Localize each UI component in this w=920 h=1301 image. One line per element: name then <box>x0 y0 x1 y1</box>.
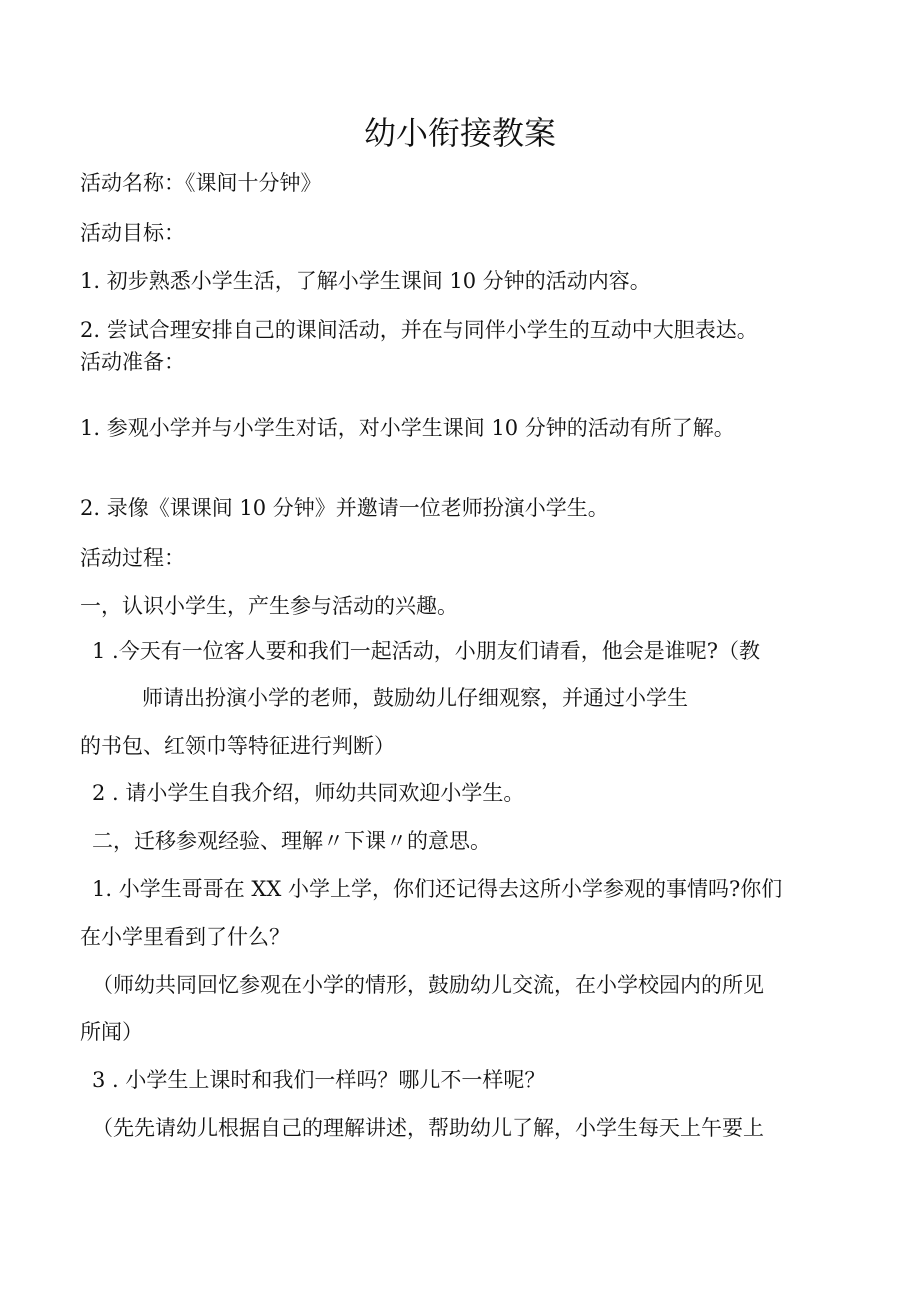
process-2-item-3: 3 . 小学生上课时和我们一样吗？哪儿不一样呢？ <box>92 1068 546 1092</box>
process-2-item-3-note: （先先请幼儿根据自己的理解讲述，帮助幼儿了解，小学生每天上午要上 <box>92 1116 764 1140</box>
process-2-note-cont: 所闻） <box>80 1020 143 1044</box>
process-2-note: （师幼共同回忆参观在小学的情形，鼓励幼儿交流，在小学校园内的所见 <box>92 973 764 997</box>
process-1-item-1-cont2: 的书包、红领巾等特征进行判断） <box>80 734 395 758</box>
goal-item-2: 2. 尝试合理安排自己的课间活动，并在与同伴小学生的互动中大胆表达。 <box>80 318 758 342</box>
process-2-item-1-cont: 在小学里看到了什么？ <box>80 925 290 949</box>
process-1-item-1-cont: 师请出扮演小学的老师，鼓励幼儿仔细观察，并通过小学生 <box>142 686 688 710</box>
activity-goals-heading: 活动目标： <box>80 221 185 245</box>
process-section-2-heading: 二，迁移参观经验、理解〃下课〃的意思。 <box>92 829 491 853</box>
goal-item-1: 1. 初步熟悉小学生活，了解小学生课间 10 分钟的活动内容。 <box>80 269 651 293</box>
preparation-item-1: 1. 参观小学并与小学生对话，对小学生课间 10 分钟的活动有所了解。 <box>80 416 735 440</box>
document-title: 幼小衔接教案 <box>363 114 556 152</box>
process-section-1-heading: 一，认识小学生，产生参与活动的兴趣。 <box>80 594 458 618</box>
process-2-item-1: 1. 小学生哥哥在 XX 小学上学，你们还记得去这所小学参观的事情吗?你们 <box>92 877 783 901</box>
process-1-item-2: 2 . 请小学生自我介绍，师幼共同欢迎小学生。 <box>92 781 525 805</box>
process-1-item-1: 1 .今天有一位客人要和我们一起活动，小朋友们请看，他会是谁呢?（教 <box>92 639 760 663</box>
activity-process-heading: 活动过程： <box>80 546 185 570</box>
activity-name-line: 活动名称：《课间十分钟》 <box>80 171 322 195</box>
activity-preparation-heading: 活动准备： <box>80 350 185 374</box>
preparation-item-2: 2. 录像《课课间 10 分钟》并邀请一位老师扮演小学生。 <box>80 496 609 520</box>
